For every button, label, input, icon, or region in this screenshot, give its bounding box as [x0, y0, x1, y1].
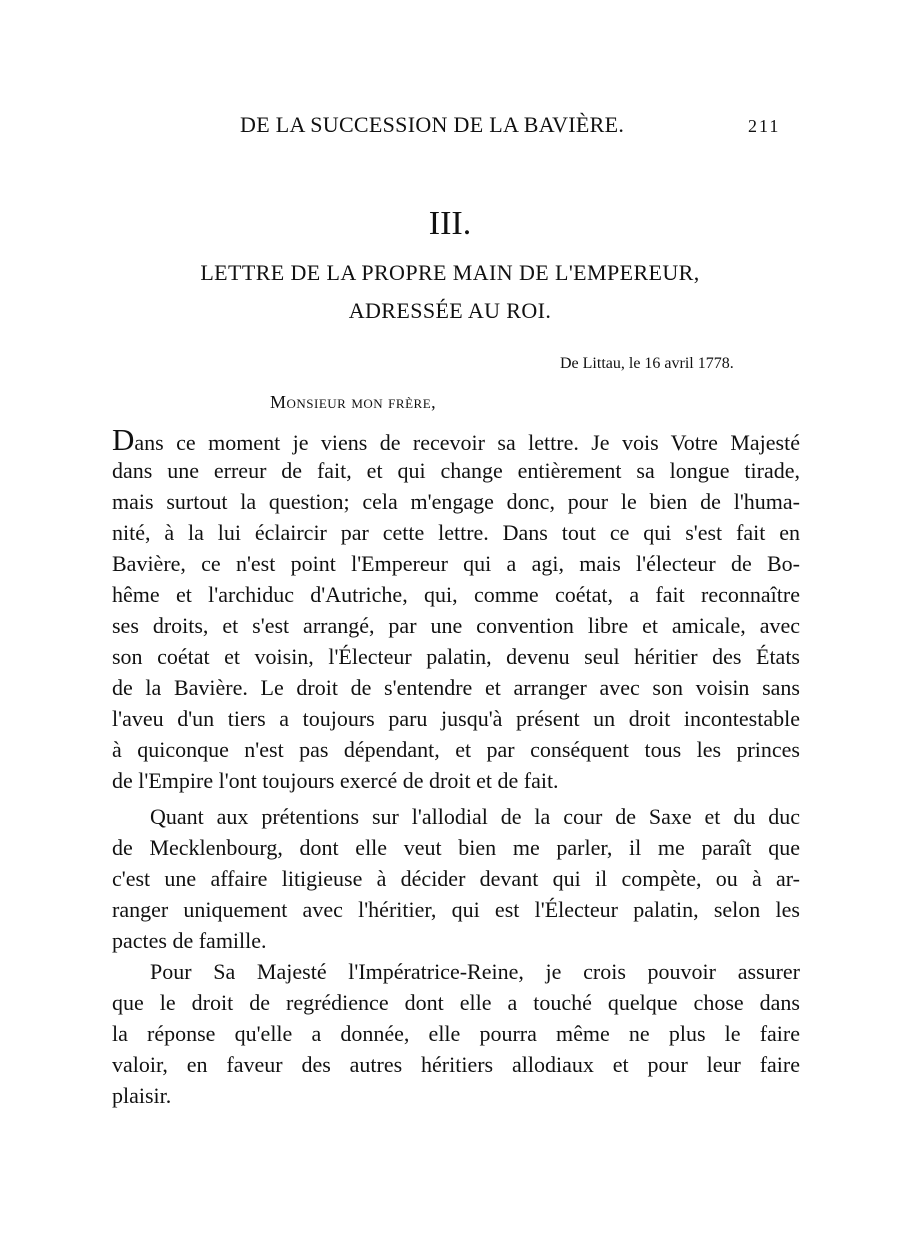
text-line: de la Bavière. Le droit de s'entendre et arranger avec son voisin sans — [112, 675, 800, 700]
text-line: pactes de famille. — [112, 928, 267, 953]
section-number: III. — [428, 205, 472, 242]
text-line: son coétat et voisin, l'Électeur palatin, devenu seul héritier des États — [112, 644, 800, 669]
document-title-line-1: LETTRE DE LA PROPRE MAIN DE L'EMPEREUR, — [200, 260, 700, 285]
text-line: Dans ce moment je viens de recevoir sa lettre. Je vois Votre Majesté — [112, 422, 800, 457]
document-title-line-2: ADRESSÉE AU ROI. — [348, 298, 552, 323]
text-line: plaisir. — [112, 1083, 172, 1108]
text-line: Quant aux prétentions sur l'allodial de la cour de Saxe et du duc — [150, 804, 800, 829]
text-line: c'est une affaire litigieuse à décider devant qui il compète, ou à ar- — [112, 866, 800, 891]
text-line: la réponse qu'elle a donnée, elle pourra même ne plus le faire — [112, 1021, 800, 1046]
text-line: que le droit de regrédience dont elle a touché quelque chose dans — [112, 990, 800, 1015]
running-title: DE LA SUCCESSION DE LA BAVIÈRE. — [240, 112, 625, 137]
running-header — [0, 112, 900, 142]
text-line: hême et l'archiduc d'Autriche, qui, comme coétat, a fait reconnaître — [112, 582, 800, 607]
text-line: mais surtout la question; cela m'engage donc, pour le bien de l'huma- — [112, 489, 800, 514]
page-number: 211 — [748, 116, 781, 136]
letter-dateline: De Littau, le 16 avril 1778. — [560, 355, 734, 372]
text-line: Bavière, ce n'est point l'Empereur qui a agi, mais l'électeur de Bo- — [112, 551, 800, 576]
text-line: dans une erreur de fait, et qui change entièrement sa longue tirade, — [112, 458, 800, 483]
text-line: de Mecklenbourg, dont elle veut bien me parler, il me paraît que — [112, 835, 800, 860]
text-line: à quiconque n'est pas dépendant, et par conséquent tous les princes — [112, 737, 800, 762]
letter-salutation: Monsieur mon frère, — [270, 392, 437, 412]
text-line: Pour Sa Majesté l'Impératrice-Reine, je crois pouvoir assurer — [150, 959, 800, 984]
text-line: ranger uniquement avec l'héritier, qui est l'Électeur palatin, selon les — [112, 897, 800, 922]
text-line: nité, à la lui éclaircir par cette lettre. Dans tout ce qui s'est fait en — [112, 520, 800, 545]
drop-letter: D — [112, 422, 135, 457]
text-line: de l'Empire l'ont toujours exercé de droit et de fait. — [112, 768, 559, 793]
text-line: l'aveu d'un tiers a toujours paru jusqu'à présent un droit incontestable — [112, 706, 800, 731]
text-line: valoir, en faveur des autres héritiers allodiaux et pour leur faire — [112, 1052, 800, 1077]
text-line: ses droits, et s'est arrangé, par une convention libre et amicale, avec — [112, 613, 800, 638]
